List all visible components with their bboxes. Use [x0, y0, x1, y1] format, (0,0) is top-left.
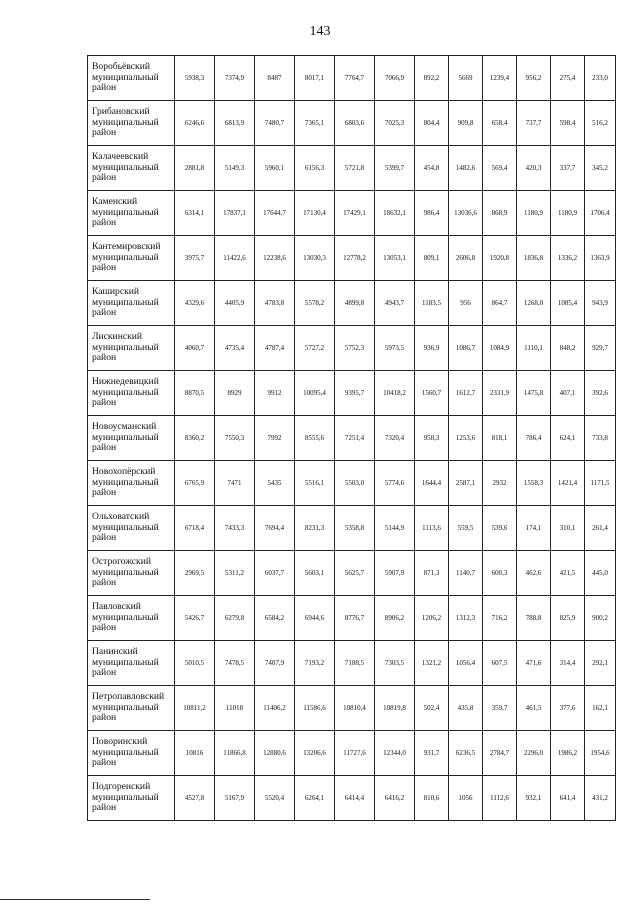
value-cell: 1113,6 [415, 506, 449, 551]
value-cell: 1268,0 [517, 281, 551, 326]
footnote-rule [0, 899, 150, 900]
value-cell: 1056 [449, 776, 483, 821]
district-name-cell [88, 236, 175, 281]
value-cell: 1560,7 [415, 371, 449, 416]
value-cell: 1239,4 [483, 56, 517, 101]
value-cell: 1171,5 [585, 461, 616, 506]
value-cell: 359,7 [483, 686, 517, 731]
district-name-line: район [92, 487, 117, 499]
table-body [88, 56, 616, 821]
district-name-line: Лискинский [92, 331, 143, 343]
district-name-line: район [92, 802, 117, 814]
value-cell: 1112,6 [483, 776, 517, 821]
value-cell: 2932 [483, 461, 517, 506]
district-name-cell [88, 731, 175, 776]
value-cell: 6279,8 [215, 596, 255, 641]
value-cell: 435,8 [449, 686, 483, 731]
value-cell: 7193,2 [295, 641, 335, 686]
value-cell: 5149,3 [215, 146, 255, 191]
value-cell: 454,8 [415, 146, 449, 191]
table-row [88, 371, 616, 416]
district-name-line: Воробьёвский [92, 61, 150, 73]
value-cell: 598,4 [551, 101, 585, 146]
district-name-line: район [92, 442, 117, 454]
district-name-line: Ольховатский [92, 511, 150, 523]
value-cell: 11727,6 [335, 731, 375, 776]
value-cell: 5010,5 [175, 641, 215, 686]
district-name-line: муниципальный [92, 746, 159, 758]
value-cell: 810,6 [415, 776, 449, 821]
value-cell: 8776,7 [335, 596, 375, 641]
district-name-line: район [92, 307, 117, 319]
value-cell: 868,9 [483, 191, 517, 236]
value-cell: 931,7 [415, 731, 449, 776]
value-cell: 4405,9 [215, 281, 255, 326]
table-row [88, 776, 616, 821]
district-name-cell [88, 326, 175, 371]
value-cell: 7188,5 [335, 641, 375, 686]
district-name-line: муниципальный [92, 71, 159, 83]
value-cell: 17130,4 [295, 191, 335, 236]
value-cell: 804,4 [415, 101, 449, 146]
district-name-cell [88, 506, 175, 551]
district-name-line: район [92, 667, 117, 679]
district-name-line: район [92, 532, 117, 544]
value-cell: 462,6 [517, 551, 551, 596]
value-cell: 1140,7 [449, 551, 483, 596]
value-cell: 600,3 [483, 551, 517, 596]
value-cell: 461,5 [517, 686, 551, 731]
value-cell: 6156,3 [295, 146, 335, 191]
value-cell: 1482,6 [449, 146, 483, 191]
value-cell: 1056,4 [449, 641, 483, 686]
value-cell: 12344,0 [375, 731, 415, 776]
value-cell: 4735,4 [215, 326, 255, 371]
district-name-line: Петропавловский [92, 691, 165, 703]
table-row [88, 551, 616, 596]
value-cell: 1084,9 [483, 326, 517, 371]
district-name-cell [88, 101, 175, 146]
district-name-cell [88, 191, 175, 236]
value-cell: 5752,3 [335, 326, 375, 371]
value-cell: 7025,3 [375, 101, 415, 146]
value-cell: 1954,6 [585, 731, 616, 776]
district-name-line: район [92, 577, 117, 589]
value-cell: 314,4 [551, 641, 585, 686]
value-cell: 5311,2 [215, 551, 255, 596]
value-cell: 1183,5 [415, 281, 449, 326]
value-cell: 471,6 [517, 641, 551, 686]
value-cell: 7471 [215, 461, 255, 506]
value-cell: 4783,8 [255, 281, 295, 326]
value-cell: 956 [449, 281, 483, 326]
value-cell: 2881,8 [175, 146, 215, 191]
district-name-cell [88, 281, 175, 326]
value-cell: 337,7 [551, 146, 585, 191]
value-cell: 13036,6 [449, 191, 483, 236]
district-name-cell [88, 416, 175, 461]
value-cell: 7303,5 [375, 641, 415, 686]
value-cell: 9395,7 [335, 371, 375, 416]
value-cell: 345,2 [585, 146, 616, 191]
value-cell: 11018 [215, 686, 255, 731]
value-cell: 7365,1 [295, 101, 335, 146]
value-cell: 6803,6 [335, 101, 375, 146]
table-row [88, 506, 616, 551]
value-cell: 7550,3 [215, 416, 255, 461]
value-cell: 5578,2 [295, 281, 335, 326]
district-name-cell [88, 371, 175, 416]
value-cell: 7694,4 [255, 506, 295, 551]
value-cell: 377,6 [551, 686, 585, 731]
district-name-line: Новохопёрский [92, 466, 156, 478]
district-name-cell [88, 146, 175, 191]
value-cell: 4943,7 [375, 281, 415, 326]
district-name-line: район [92, 217, 117, 229]
value-cell: 420,3 [517, 146, 551, 191]
district-name-line: Каширский [92, 286, 140, 298]
value-cell: 6813,9 [215, 101, 255, 146]
district-name-cell [88, 461, 175, 506]
value-cell: 5399,7 [375, 146, 415, 191]
value-cell: 1612,7 [449, 371, 483, 416]
district-name-line: Острогожский [92, 556, 151, 568]
district-name-line: муниципальный [92, 431, 159, 443]
district-name-cell [88, 56, 175, 101]
value-cell: 658,4 [483, 101, 517, 146]
value-cell: 162,1 [585, 686, 616, 731]
district-name-line: муниципальный [92, 791, 159, 803]
value-cell: 2331,9 [483, 371, 517, 416]
value-cell: 6314,1 [175, 191, 215, 236]
value-cell: 4787,4 [255, 326, 295, 371]
district-name-line: муниципальный [92, 296, 159, 308]
value-cell: 848,2 [551, 326, 585, 371]
value-cell: 7480,7 [255, 101, 295, 146]
value-cell: 8231,3 [295, 506, 335, 551]
value-cell: 5358,8 [335, 506, 375, 551]
table-row [88, 281, 616, 326]
value-cell: 8555,6 [295, 416, 335, 461]
value-cell: 1085,4 [551, 281, 585, 326]
district-name-cell [88, 596, 175, 641]
value-cell: 13053,1 [375, 236, 415, 281]
value-cell: 1180,9 [551, 191, 585, 236]
value-cell: 6236,5 [449, 731, 483, 776]
value-cell: 5516,1 [295, 461, 335, 506]
value-cell: 1558,3 [517, 461, 551, 506]
value-cell: 18632,1 [375, 191, 415, 236]
district-name-line: Павловский [92, 601, 141, 613]
value-cell: 7478,5 [215, 641, 255, 686]
value-cell: 10816 [175, 731, 215, 776]
value-cell: 4329,6 [175, 281, 215, 326]
district-name-line: муниципальный [92, 206, 159, 218]
district-name-line: Поворинский [92, 736, 148, 748]
value-cell: 8929 [215, 371, 255, 416]
district-name-line: муниципальный [92, 701, 159, 713]
value-cell: 1920,8 [483, 236, 517, 281]
district-name-line: Кантемировский [92, 241, 161, 253]
value-cell: 5669 [449, 56, 483, 101]
value-cell: 4899,8 [335, 281, 375, 326]
value-cell: 4527,8 [175, 776, 215, 821]
value-cell: 7320,4 [375, 416, 415, 461]
value-cell: 936,9 [415, 326, 449, 371]
value-cell: 502,4 [415, 686, 449, 731]
table-row [88, 461, 616, 506]
district-name-line: муниципальный [92, 386, 159, 398]
district-name-line: Нижнедевицкий [92, 376, 159, 388]
value-cell: 5727,2 [295, 326, 335, 371]
value-cell: 958,3 [415, 416, 449, 461]
value-cell: 516,2 [585, 101, 616, 146]
district-name-line: район [92, 352, 117, 364]
value-cell: 1180,9 [517, 191, 551, 236]
value-cell: 5907,9 [375, 551, 415, 596]
value-cell: 5938,3 [175, 56, 215, 101]
table-row [88, 686, 616, 731]
value-cell: 559,5 [449, 506, 483, 551]
value-cell: 2784,7 [483, 731, 517, 776]
value-cell: 261,4 [585, 506, 616, 551]
value-cell: 818,1 [483, 416, 517, 461]
value-cell: 8906,2 [375, 596, 415, 641]
district-name-line: Новоусманский [92, 421, 157, 433]
table-row [88, 146, 616, 191]
value-cell: 1986,2 [551, 731, 585, 776]
district-name-line: муниципальный [92, 251, 159, 263]
value-cell: 5774,6 [375, 461, 415, 506]
value-cell: 932,1 [517, 776, 551, 821]
value-cell: 986,4 [415, 191, 449, 236]
value-cell: 539,6 [483, 506, 517, 551]
value-cell: 8360,2 [175, 416, 215, 461]
value-cell: 809,1 [415, 236, 449, 281]
value-cell: 6416,2 [375, 776, 415, 821]
value-cell: 1321,2 [415, 641, 449, 686]
value-cell: 6037,7 [255, 551, 295, 596]
value-cell: 624,1 [551, 416, 585, 461]
value-cell: 1644,4 [415, 461, 449, 506]
value-cell: 10418,2 [375, 371, 415, 416]
value-cell: 569,4 [483, 146, 517, 191]
value-cell: 2969,5 [175, 551, 215, 596]
value-cell: 10811,2 [175, 686, 215, 731]
value-cell: 233,0 [585, 56, 616, 101]
district-name-line: муниципальный [92, 116, 159, 128]
district-name-line: Панинский [92, 646, 138, 658]
value-cell: 11586,6 [295, 686, 335, 731]
district-name-line: район [92, 397, 117, 409]
value-cell: 1475,8 [517, 371, 551, 416]
value-cell: 6765,9 [175, 461, 215, 506]
value-cell: 929,7 [585, 326, 616, 371]
value-cell: 1312,3 [449, 596, 483, 641]
value-cell: 1706,4 [585, 191, 616, 236]
value-cell: 1086,7 [449, 326, 483, 371]
value-cell: 2587,1 [449, 461, 483, 506]
district-name-line: район [92, 172, 117, 184]
district-name-line: Подгоренский [92, 781, 151, 793]
value-cell: 900,2 [585, 596, 616, 641]
value-cell: 17837,1 [215, 191, 255, 236]
value-cell: 10819,8 [375, 686, 415, 731]
value-cell: 7764,7 [335, 56, 375, 101]
value-cell: 7407,9 [255, 641, 295, 686]
value-cell: 7433,3 [215, 506, 255, 551]
value-cell: 7066,9 [375, 56, 415, 101]
table-row [88, 326, 616, 371]
value-cell: 5435 [255, 461, 295, 506]
value-cell: 1363,9 [585, 236, 616, 281]
value-cell: 956,2 [517, 56, 551, 101]
table-row [88, 641, 616, 686]
value-cell: 17644,7 [255, 191, 295, 236]
value-cell: 8017,1 [295, 56, 335, 101]
value-cell: 3975,7 [175, 236, 215, 281]
district-name-cell [88, 686, 175, 731]
statistics-table-container [87, 55, 615, 821]
value-cell: 716,2 [483, 596, 517, 641]
value-cell: 2606,8 [449, 236, 483, 281]
value-cell: 7992 [255, 416, 295, 461]
value-cell: 6944,6 [295, 596, 335, 641]
value-cell: 6584,2 [255, 596, 295, 641]
value-cell: 892,2 [415, 56, 449, 101]
district-name-line: район [92, 712, 117, 724]
value-cell: 5721,8 [335, 146, 375, 191]
value-cell: 13206,6 [295, 731, 335, 776]
value-cell: 1421,4 [551, 461, 585, 506]
value-cell: 5503,0 [335, 461, 375, 506]
district-name-line: муниципальный [92, 521, 159, 533]
value-cell: 641,4 [551, 776, 585, 821]
value-cell: 9912 [255, 371, 295, 416]
value-cell: 445,0 [585, 551, 616, 596]
value-cell: 8487 [255, 56, 295, 101]
value-cell: 737,7 [517, 101, 551, 146]
value-cell: 407,1 [551, 371, 585, 416]
value-cell: 12238,6 [255, 236, 295, 281]
value-cell: 6718,4 [175, 506, 215, 551]
value-cell: 10095,4 [295, 371, 335, 416]
value-cell: 1836,8 [517, 236, 551, 281]
value-cell: 310,1 [551, 506, 585, 551]
district-name-cell [88, 641, 175, 686]
value-cell: 1336,2 [551, 236, 585, 281]
value-cell: 7251,4 [335, 416, 375, 461]
statistics-table [87, 55, 616, 821]
value-cell: 421,5 [551, 551, 585, 596]
district-name-line: Грибановский [92, 106, 150, 118]
value-cell: 2296,0 [517, 731, 551, 776]
value-cell: 909,8 [449, 101, 483, 146]
district-name-line: район [92, 127, 117, 139]
table-row [88, 731, 616, 776]
value-cell: 825,9 [551, 596, 585, 641]
value-cell: 7374,9 [215, 56, 255, 101]
value-cell: 11422,6 [215, 236, 255, 281]
district-name-line: район [92, 622, 117, 634]
value-cell: 11406,2 [255, 686, 295, 731]
value-cell: 786,4 [517, 416, 551, 461]
value-cell: 12880,6 [255, 731, 295, 776]
value-cell: 871,3 [415, 551, 449, 596]
value-cell: 174,1 [517, 506, 551, 551]
value-cell: 864,7 [483, 281, 517, 326]
value-cell: 392,6 [585, 371, 616, 416]
value-cell: 607,5 [483, 641, 517, 686]
value-cell: 10810,4 [335, 686, 375, 731]
value-cell: 733,8 [585, 416, 616, 461]
value-cell: 13030,3 [295, 236, 335, 281]
value-cell: 6414,4 [335, 776, 375, 821]
table-row [88, 56, 616, 101]
district-name-line: муниципальный [92, 566, 159, 578]
value-cell: 12778,2 [335, 236, 375, 281]
value-cell: 8870,5 [175, 371, 215, 416]
value-cell: 5973,5 [375, 326, 415, 371]
value-cell: 1206,2 [415, 596, 449, 641]
district-name-line: район [92, 757, 117, 769]
table-row [88, 596, 616, 641]
district-name-line: муниципальный [92, 656, 159, 668]
district-name-line: район [92, 82, 117, 94]
value-cell: 5603,1 [295, 551, 335, 596]
district-name-line: муниципальный [92, 611, 159, 623]
value-cell: 5520,4 [255, 776, 295, 821]
value-cell: 1253,6 [449, 416, 483, 461]
value-cell: 275,4 [551, 56, 585, 101]
value-cell: 1110,1 [517, 326, 551, 371]
page-number: 143 [309, 24, 331, 39]
value-cell: 788,8 [517, 596, 551, 641]
value-cell: 943,9 [585, 281, 616, 326]
table-row [88, 236, 616, 281]
value-cell: 17429,1 [335, 191, 375, 236]
value-cell: 6246,6 [175, 101, 215, 146]
table-row [88, 416, 616, 461]
value-cell: 5426,7 [175, 596, 215, 641]
value-cell: 5144,9 [375, 506, 415, 551]
district-name-line: муниципальный [92, 476, 159, 488]
district-name-cell [88, 551, 175, 596]
value-cell: 5960,1 [255, 146, 295, 191]
value-cell: 5167,9 [215, 776, 255, 821]
district-name-line: муниципальный [92, 161, 159, 173]
value-cell: 11866,8 [215, 731, 255, 776]
district-name-cell [88, 776, 175, 821]
table-row [88, 191, 616, 236]
district-name-line: Калачеевский [92, 151, 149, 163]
table-row [88, 101, 616, 146]
value-cell: 4060,7 [175, 326, 215, 371]
district-name-line: район [92, 262, 117, 274]
district-name-line: Каменский [92, 196, 138, 208]
value-cell: 292,1 [585, 641, 616, 686]
value-cell: 5625,7 [335, 551, 375, 596]
value-cell: 6264,1 [295, 776, 335, 821]
value-cell: 431,2 [585, 776, 616, 821]
district-name-line: муниципальный [92, 341, 159, 353]
